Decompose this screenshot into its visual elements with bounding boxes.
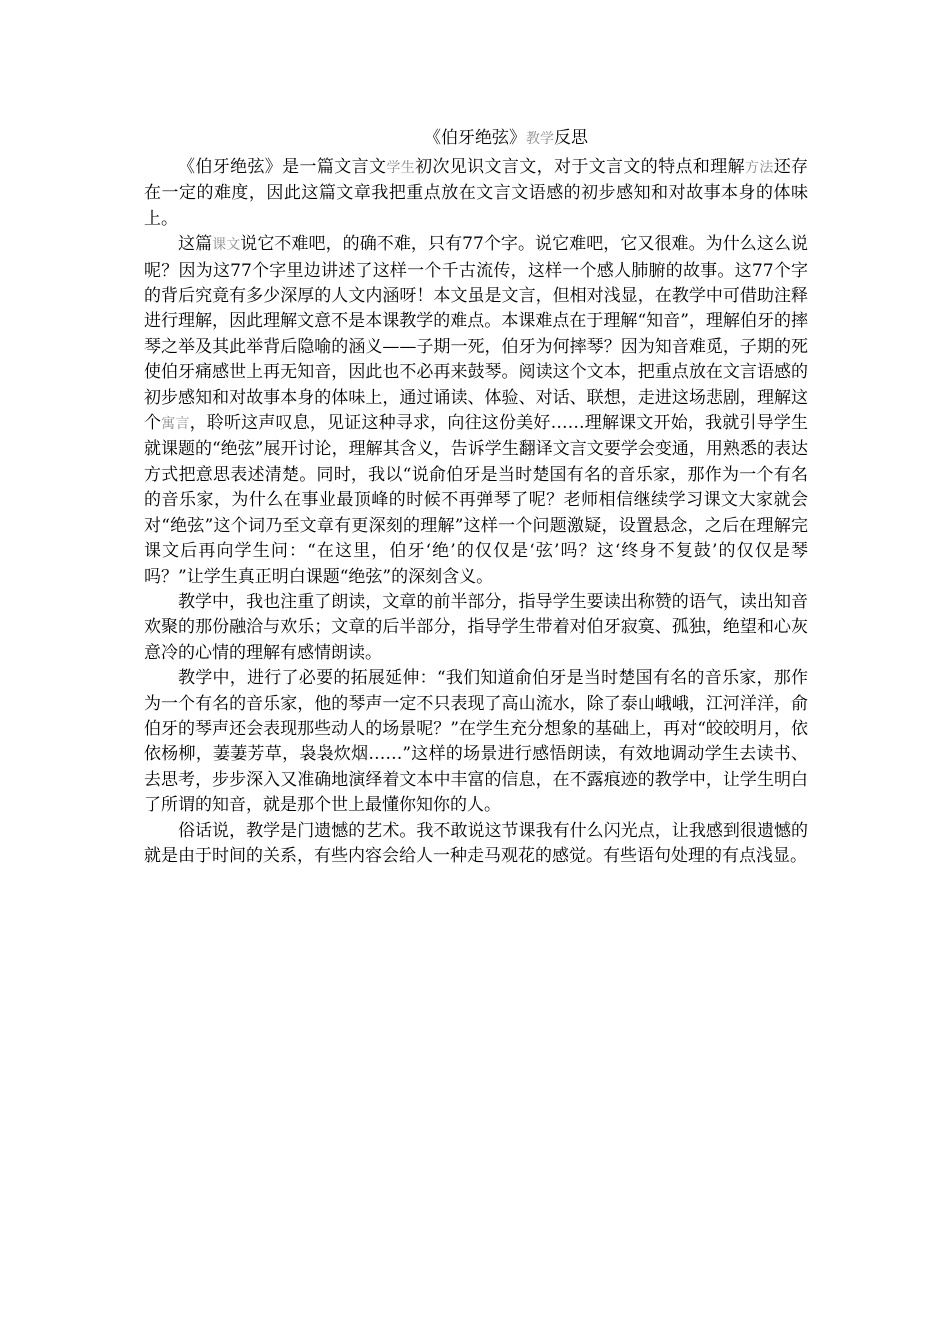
title-gray-word: 教学: [526, 131, 554, 147]
document-title: [144, 124, 808, 153]
paragraph-text: 《伯牙绝弦》是一篇文言文: [178, 157, 387, 177]
paragraph: [144, 590, 808, 666]
document-page: [144, 124, 808, 869]
title-suffix: 反思: [554, 128, 588, 148]
gray-annotation-word: 寓言: [161, 416, 190, 433]
paragraph-text: 俗话说，教学是门遗憾的艺术。我不敢说这节课我有什么闪光点，让我感到很遗憾的就是由于时间的关系，有些内容会给人一种走马观花的感觉。有些语句处理的有点浅显。: [144, 820, 808, 866]
paragraph-text: 初次见识文言文，对于文言文的特点和理解: [415, 157, 745, 177]
gray-annotation-word: 课文: [212, 237, 241, 254]
title-main: 《伯牙绝弦》: [424, 128, 526, 148]
paragraph: [144, 819, 808, 870]
gray-annotation-word: 学生: [386, 160, 416, 176]
gray-annotation-word: 方法: [744, 160, 774, 176]
paragraph: [144, 155, 808, 232]
paragraph-text: ，聆听这声叹息，见证这种寻求，向往这份美好……理解课文开始，我就引导学生就课题的“绝弦”展开讨论，理解其含义，告诉学生翻译文言文要学会变通，用熟悉的表达方式把意思表述清楚。同时，我以“说俞伯牙是当时楚国有名的音乐家，那作为一个有名的音乐家，为什么在事业最顶峰的时候不再弹琴了呢？老师相信继续学习课文大家就会对“绝弦”这个词乃至文章有更深刻的理解”这样一个问题激疑，设置悬念，之后在理解完课文后再向学生问：“在这里，伯牙‘绝’的仅仅是‘弦’吗？这‘终身不复鼓’的仅仅是琴吗？”让学生真正明白课题“绝弦”的深刻含义。: [144, 413, 809, 587]
paragraph-text: 这篇: [178, 234, 213, 255]
paragraph-text: 教学中，进行了必要的拓展延伸：“我们知道俞伯牙是当时楚国有名的音乐家，那作为一个有名的音乐家，他的琴声一定不只表现了高山流水，除了泰山峨峨，江河洋洋，俞伯牙的琴声还会表现那些动人的场景呢？”在学生充分想象的基础上，再对“皎皎明月，依依杨柳，萋萋芳草，袅袅炊烟……”这样的场景进行感悟朗读，有效地调动学生去读书、去思考，步步深入又准确地演绎着文本中丰富的信息，在不露痕迹的教学中，让学生明白了所谓的知音，就是那个世上最懂你知你的人。: [144, 668, 808, 816]
paragraph-text: 还存在一定的难度，因此这篇文章我把重点放在文言文语感的初步感知和对故事本身的体味上。: [144, 157, 809, 229]
paragraph-text: 说它不难吧，的确不难，只有77个字。说它难吧，它又很难。为什么这么说呢？因为这77个字里边讲述了这样一个千古流传，这样一个感人肺腑的故事。这77个字的背后究竟有多少深厚的人文内涵呀！本文虽是文言，但相对浅显，在教学中可借助注释进行理解，因此理解文意不是本课教学的难点。本课难点在于理解“知音”，理解伯牙的摔琴之举及其此举背后隐喻的涵义——子期一死，伯牙为何摔琴？因为知音难觅，子期的死使伯牙痛感世上再无知音，因此也不必再来鼓琴。阅读这个文本，把重点放在文言语感的初步感知和对故事本身的体味上，通过诵读、体验、对话、联想，走进这场悲剧，理解这个: [144, 234, 809, 434]
document-body: [144, 155, 808, 869]
paragraph-text: 教学中，我也注重了朗读，文章的前半部分，指导学生要读出称赞的语气，读出知音欢聚的那份融洽与欢乐；文章的后半部分，指导学生带着对伯牙寂寞、孤独，绝望和心灰意冷的心情的理解有感情朗读。: [144, 591, 808, 663]
paragraph: [144, 666, 808, 818]
paragraph: [144, 232, 808, 590]
